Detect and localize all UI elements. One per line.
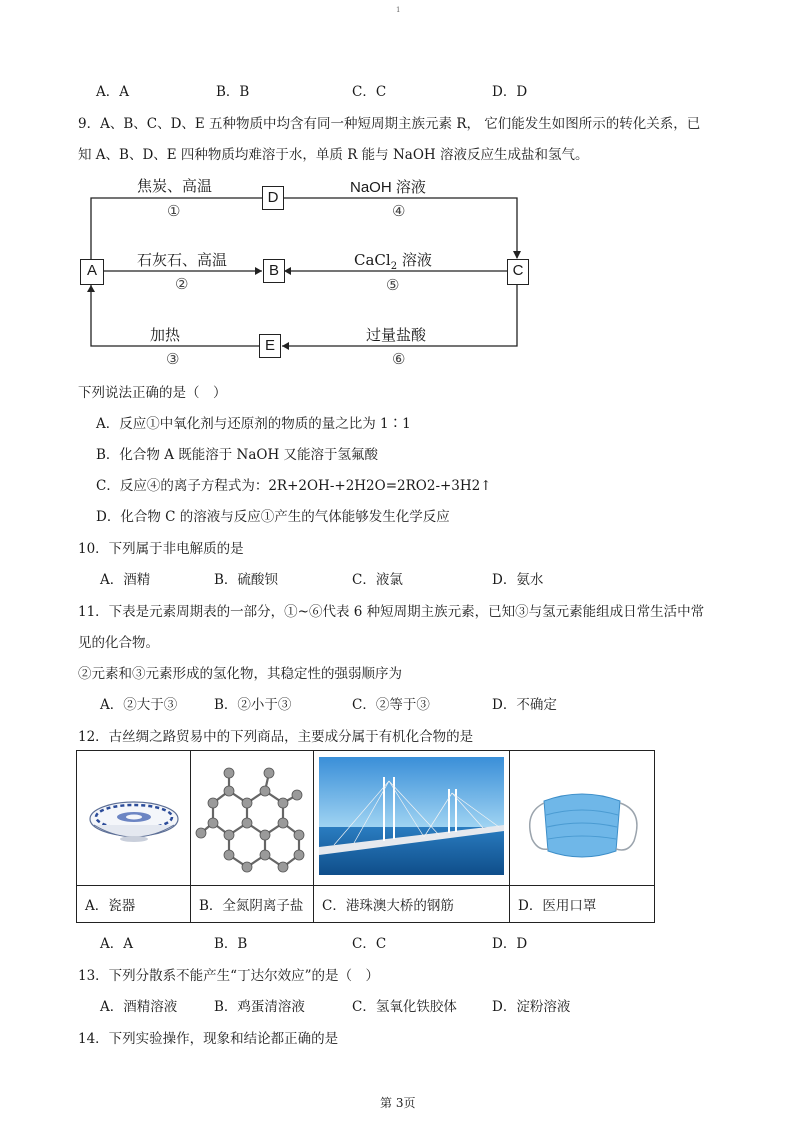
q13-option-b: B．鸡蛋清溶液 bbox=[214, 999, 305, 1015]
q13-stem: 13．下列分散系不能产生“丁达尔效应”的是（ ） bbox=[78, 968, 379, 984]
q8-option-b: B．B bbox=[216, 84, 250, 100]
node-a: A bbox=[80, 259, 104, 285]
node-e: E bbox=[259, 334, 281, 358]
q11-option-a: A．②大于③ bbox=[100, 697, 178, 713]
q11-stem-line3: ②元素和③元素形成的氢化物，其稳定性的强弱顺序为 bbox=[78, 666, 402, 682]
arrow4-label: NaOH 溶液 bbox=[350, 179, 426, 196]
nitrogen-salt-picture-cell bbox=[191, 751, 314, 886]
q11-option-b: B．②小于③ bbox=[214, 697, 292, 713]
q12-stem: 12．古丝绸之路贸易中的下列商品，主要成分属于有机化合物的是 bbox=[78, 729, 474, 745]
arrow3-label: 加热 bbox=[150, 326, 181, 344]
q13-option-d: D．淀粉溶液 bbox=[492, 999, 571, 1015]
arrow3-number: ③ bbox=[166, 350, 180, 368]
molecular-structure-image bbox=[191, 751, 313, 881]
q8-option-d: D．D bbox=[492, 84, 528, 100]
q9-conversion-diagram bbox=[0, 0, 794, 380]
medical-mask-image bbox=[510, 751, 654, 881]
mask-picture-cell bbox=[510, 751, 655, 886]
q14-stem: 14．下列实验操作，现象和结论都正确的是 bbox=[78, 1031, 339, 1047]
bridge-picture-cell bbox=[314, 751, 510, 886]
page-footer: 第 3页 bbox=[380, 1096, 416, 1110]
page-top-mark: 1 bbox=[396, 6, 401, 14]
arrow6-label: 过量盐酸 bbox=[366, 326, 427, 344]
q11-stem-line2: 见的化合物。 bbox=[78, 635, 159, 651]
caption-medical-mask: D．医用口罩 bbox=[510, 886, 655, 923]
q11-option-c: C．②等于③ bbox=[352, 697, 430, 713]
q10-option-a: A．酒精 bbox=[100, 572, 151, 588]
porcelain-picture-cell bbox=[77, 751, 191, 886]
caption-porcelain: A．瓷器 bbox=[77, 886, 191, 923]
q13-option-a: A．酒精溶液 bbox=[100, 999, 178, 1015]
q12-option-a: A．A bbox=[100, 936, 133, 952]
q10-option-c: C．液氯 bbox=[352, 572, 403, 588]
q11-stem-line1: 11．下表是元素周期表的一部分，①~⑥代表 6 种短周期主族元素，已知③与氢元素能组成日常生活中常 bbox=[78, 604, 705, 620]
q9-option-b: B．化合物 A 既能溶于 NaOH 又能溶于氢氟酸 bbox=[96, 447, 379, 463]
q12-goods-table bbox=[76, 750, 655, 923]
q9-option-d: D．化合物 C 的溶液与反应①产生的气体能够发生化学反应 bbox=[96, 509, 450, 525]
arrow5-number: ⑤ bbox=[386, 276, 400, 294]
arrow1-label: 焦炭、高温 bbox=[137, 177, 213, 195]
caption-bridge-steel: C．港珠澳大桥的钢筋 bbox=[314, 886, 510, 923]
q11-option-d: D．不确定 bbox=[492, 697, 557, 713]
porcelain-bowl-image bbox=[77, 751, 190, 881]
arrow2-number: ② bbox=[175, 275, 189, 293]
arrow4-number: ④ bbox=[392, 202, 406, 220]
q12-option-c: C．C bbox=[352, 936, 387, 952]
arrow1-number: ① bbox=[167, 202, 181, 220]
q9-question: 下列说法正确的是（ ） bbox=[78, 385, 227, 401]
q9-option-a: A．反应①中氧化剂与还原剂的物质的量之比为 1∶1 bbox=[96, 416, 411, 432]
q10-option-d: D．氨水 bbox=[492, 572, 544, 588]
arrow6-number: ⑥ bbox=[392, 350, 406, 368]
node-d: D bbox=[262, 186, 284, 210]
node-b: B bbox=[263, 259, 285, 283]
q9-stem-line1: 9．A、B、C、D、E 五种物质中均含有同一种短周期主族元素 R， 它们能发生如图所示的转化关系，已 bbox=[78, 116, 701, 132]
arrow2-label: 石灰石、高温 bbox=[137, 251, 228, 269]
arrow5-label: CaCl$_2$ 溶液 bbox=[354, 251, 432, 272]
q12-option-b: B．B bbox=[214, 936, 248, 952]
node-c: C bbox=[507, 259, 529, 285]
q8-option-a: A．A bbox=[96, 84, 129, 100]
q9-option-c: C．反应④的离子方程式为：2R+2OH-+2H2O=2RO2-+3H2↑ bbox=[96, 478, 492, 494]
bridge-image bbox=[314, 751, 509, 881]
q9-stem-line2: 知 A、B、D、E 四种物质均难溶于水，单质 R 能与 NaOH 溶液反应生成盐和氢气。 bbox=[78, 147, 589, 163]
caption-nitrogen-salt: B．全氮阴离子盐 bbox=[191, 886, 314, 923]
q8-option-c: C．C bbox=[352, 84, 387, 100]
q13-option-c: C．氢氧化铁胶体 bbox=[352, 999, 457, 1015]
q10-stem: 10．下列属于非电解质的是 bbox=[78, 541, 244, 557]
q12-option-d: D．D bbox=[492, 936, 528, 952]
q10-option-b: B．硫酸钡 bbox=[214, 572, 278, 588]
